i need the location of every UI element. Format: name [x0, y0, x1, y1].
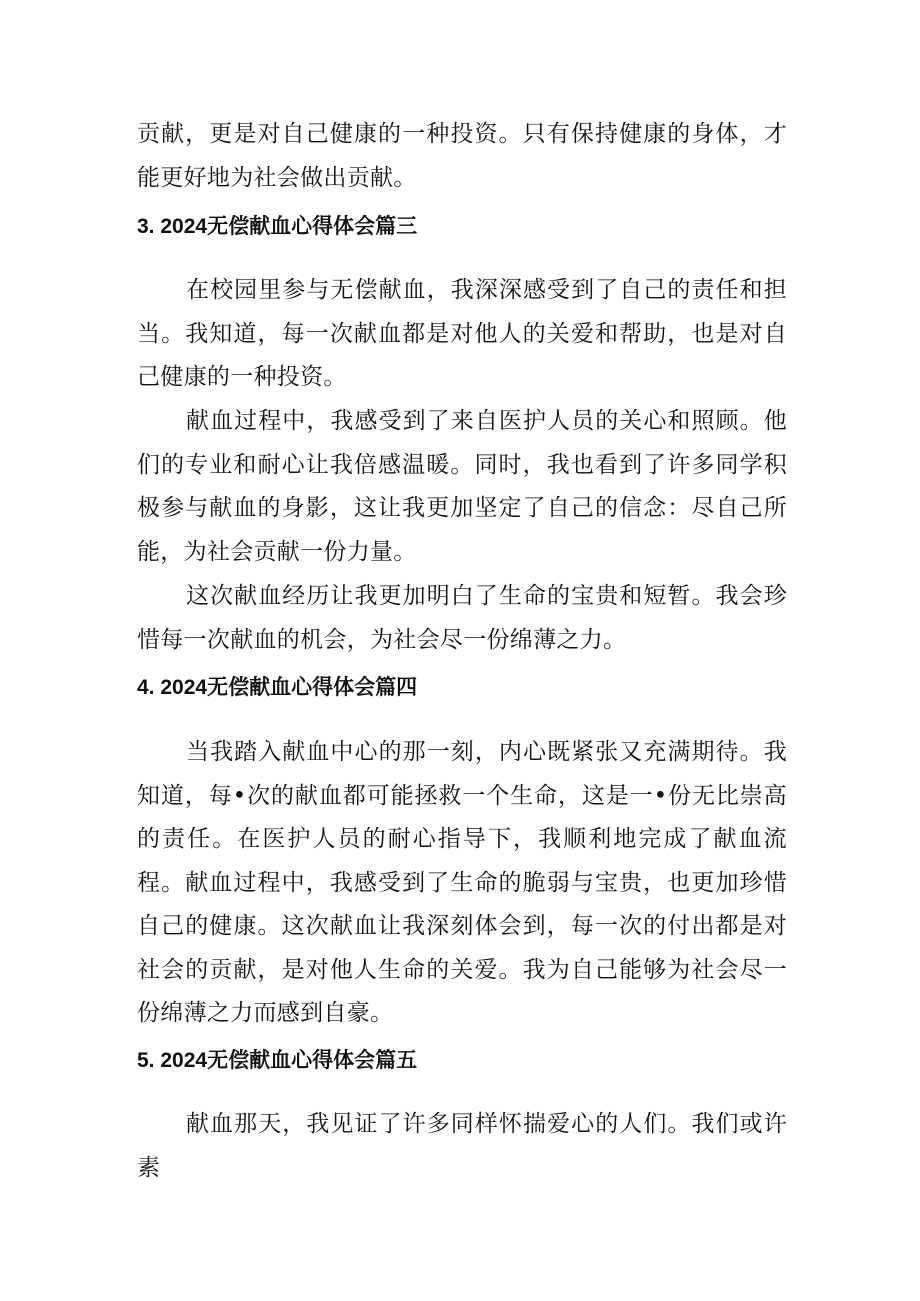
section-heading-3: 3. 2024无偿献血心得体会篇三 — [137, 215, 418, 238]
paragraph-section3-3: 这次献血经历让我更加明白了生命的宝贵和短暂。我会珍惜每一次献血的机会，为社会尽一份绵薄之力。 — [137, 583, 787, 653]
section-heading-4: 4. 2024无偿献血心得体会篇四 — [137, 676, 418, 699]
paragraph-section3-1: 在校园里参与无偿献血，我深深感受到了自己的责任和担当。我知道，每一次献血都是对他人的关爱和帮助，也是对自己健康的一种投资。 — [137, 277, 787, 390]
paragraph-section4-1: 当我踏入献血中心的那一刻，内心既紧张又充满期待。我知道，每•次的献血都可能拯救一个生命，这是一•份无比崇高的责任。在医护人员的耐心指导下，我顺利地完成了献血流程。献血过程中，我感受到了生命的脆弱与宝贵，也更加珍惜自己的健康。这次献血让我深刻体会到，每一次的付出都是对社会的贡献，是对他人生命的关爱。我为自己能够为社会尽一份绵薄之力而感到自豪。 — [137, 739, 787, 1026]
paragraph-section5-1: 献血那天，我见证了许多同样怀揣爱心的人们。我们或许素 — [137, 1111, 787, 1181]
paragraph-section3-2: 献血过程中，我感受到了来自医护人员的关心和照顾。他们的专业和耐心让我倍感温暖。同时，我也看到了许多同学积极参与献血的身影，这让我更加坚定了自己的信念：尽自己所能，为社会贡献一份力量。 — [137, 408, 787, 565]
paragraph-continuation: 贡献，更是对自己健康的一种投资。只有保持健康的身体，才能更好地为社会做出贡献。 — [137, 121, 787, 191]
section-heading-5: 5. 2024无偿献血心得体会篇五 — [137, 1049, 418, 1072]
